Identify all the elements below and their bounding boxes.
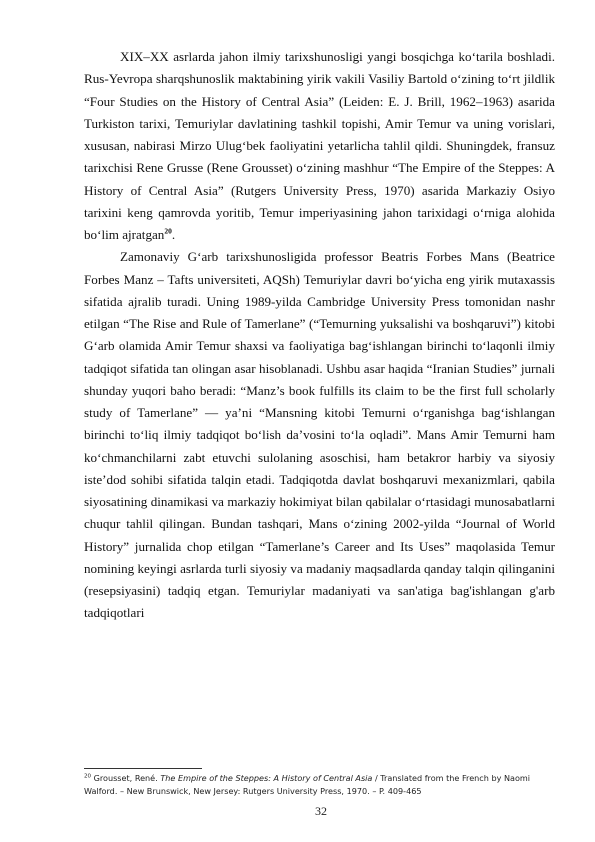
footnote [84,772,555,798]
paragraph-1 [84,46,555,246]
footnote-title: The Empire of the Steppes: A History of Central Asia [160,773,373,783]
paragraph-1-text: XIX–XX asrlarda jahon ilmiy tarixshunosligi yangi bosqichga ko‘tarila boshladi. Rus-Yevropa sharqshunoslik maktabining yirik vakili Vasiliy Bartold o‘zining to‘rt jildlik “Four Studies on the History of Central Asia” (Leiden: E. J. Brill, 1962–1963) asarida Turkiston tarixi, Temuriylar davlatining tashkil topishi, Amir Temur va uning vorislari, xususan, nabirasi Mirzo Ulug‘bek faoliyatini yetarlicha tahlil qildi. Shuningdek, fransuz tarixchisi Rene Grusse (Rene Grousset) o‘zining mashhur “The Empire of the Steppes: A History of Central Asia” (Rutgers University Press, 1970) asarida Markaziy Osiyo tarixini keng qamrovda yoritib, Temur imperiyasining jahon tarixidagi o‘rniga alohida bo‘lim ajratgan [84,49,555,242]
footnote-reference[interactable]: 20 [164,226,172,236]
paragraph-1-end: . [171,227,176,242]
footnote-details: / Translated from the French by Naomi Walford. – New Brunswick, New Jersey: Rutgers University Press, 1970. – P. 409-465 [84,773,531,796]
body-text [84,46,555,625]
paragraph-2-text: Zamonaviy G‘arb tarixshunosligida professor Beatris Forbes Mans (Beatrice Forbes Manz – Tafts universiteti, AQSh) Temuriylar davri bo‘yicha eng yirik mutaxassis sifatida ajralib turadi. Uning 1989-yilda Cambridge University Press tomonidan nashr etilgan “The Rise and Rule of Tamerlane” (“Temurning yuksalishi va boshqaruvi”) kitobi G‘arb olamida Amir Temur shaxsi va faoliyatiga bag‘ishlangan birinchi to‘laqonli ilmiy tadqiqot sifatida tan olingan asar hisoblanadi. Ushbu asar haqida “Iranian Studies” jurnali shunday yuqori baho beradi: “Manz’s book fulfills its claim to be the first full scholarly study of Tamerlane” — ya’ni “Mansning kitobi Temurni o‘rganishga bag‘ishlangan birinchi to‘liq ilmiy tadqiqot bo‘lish da’vosini to‘la oqladi”. Mans Amir Temurni ham ko‘chmanchilarni zabt etuvchi sulolaning asoschisi, ham betakror harbiy va siyosiy iste’dod sohibi sifatida talqin etadi. Tadqiqotda davlat boshqaruvi mexanizmlari, qabila siyosatining dinamikasi va markaziy hokimiyat bilan qabilalar o‘rtasidagi munosabatlarni chuqur tahlil qilingan. Bundan tashqari, Mans o‘zining 2002-yilda “Journal of World History” jurnalida chop etilgan “Tamerlane’s Career and Its Uses” maqolasida Temur nomining keyingi asrlarda turli siyosiy va madaniy maqsadlarda qanday talqin qilinganini (resepsiyasini) tadqiq etgan. Temuriylar madaniyati va san'atiga bag'ishlangan g'arb tadqiqotlari [84,249,555,621]
page-number: 32 [315,804,327,818]
footnote-author: Grousset, René. [93,773,158,783]
footnote-separator [84,768,202,769]
paragraph-2 [84,246,555,624]
footnote-number: 20 [84,773,91,780]
